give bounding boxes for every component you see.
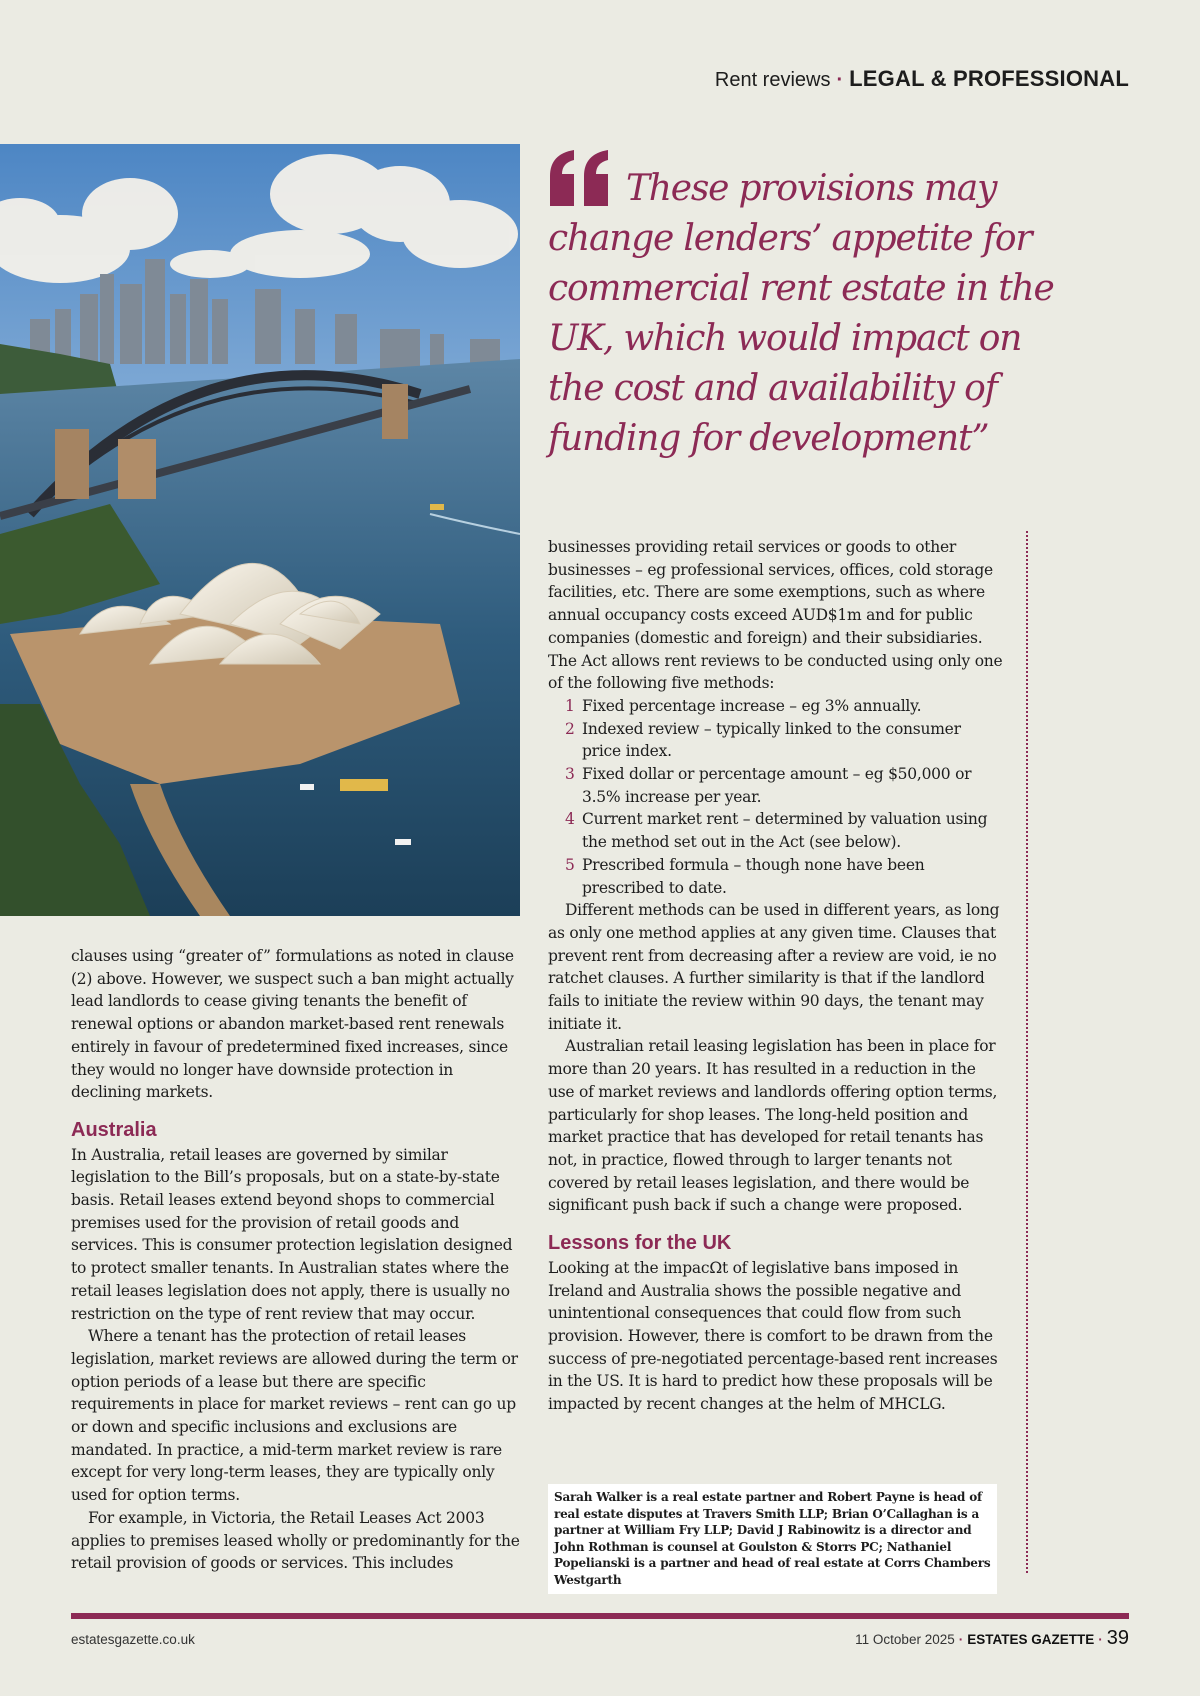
list-item (548, 763, 1003, 808)
column-divider (1026, 531, 1028, 1573)
list-number: 4 (565, 810, 575, 829)
left-column (71, 945, 526, 1575)
list-item-text: Prescribed formula – though none have been prescribed to date. (582, 855, 925, 897)
issue-date: 11 October 2025 (855, 1632, 955, 1647)
header-separator: · (836, 69, 844, 91)
subheading-australia: Australia (71, 1118, 157, 1141)
body-paragraph: Different methods can be used in different years, as long as only one method applies at any given time. Clauses that prevent rent from decreasing after a review are void, ie no ratchet clauses. A further similarity is that if the landlord fails to initiate the review within 90 days, the tenant may initiate it. (548, 901, 1000, 1033)
footer-folio (855, 1627, 1129, 1650)
category-label: LEGAL & PROFESSIONAL (849, 66, 1129, 91)
body-paragraph: clauses using “greater of” formulations as noted in clause (2) above. However, we suspect such a ban might actually lead landlords to cease giving tenants the benefit of renewal options or abandon market-based rent renewals entirely in favour of predetermined fixed increases, since they would no longer have downside protection in declining markets. (71, 947, 514, 1102)
body-paragraph: Looking at the impacΩt of legislative bans imposed in Ireland and Australia shows the possible negative and unintentional consequences that could flow from such provision. However, there is comfort to be drawn from the success of pre-negotiated percentage-based rent increases in the US. It is hard to predict how these proposals will be impacted by recent changes at the helm of MHCLG. (548, 1258, 998, 1414)
list-item (548, 854, 1003, 899)
rent-review-methods-list (548, 695, 1003, 899)
section-label: Rent reviews (714, 69, 831, 91)
footer-separator: · (1098, 1632, 1103, 1647)
list-number: 5 (565, 855, 575, 874)
list-item-text: Fixed dollar or percentage amount – eg $50,000 or 3.5% increase per year. (582, 765, 972, 806)
subheading-lessons-for-the-uk: Lessons for the UK (548, 1232, 732, 1255)
body-paragraph: Australian retail leasing legislation has been in place for more than 20 years. It has resulted in a reduction in the use of market reviews and landlords offering option terms, particularly for shop leases. The long-held position and market practice that has developed for retail tenants has not, in practice, flowed through to larger tenants not covered by retail leases legislation, and there would be significant push back if such a change were proposed. (548, 1037, 998, 1215)
pull-quote (548, 150, 1068, 464)
list-item (548, 808, 1003, 853)
footer-separator: · (958, 1632, 964, 1647)
list-item-text: Fixed percentage increase – eg 3% annually. (582, 696, 922, 715)
running-header (715, 66, 1129, 92)
right-column (548, 536, 1003, 1416)
page-number: 39 (1106, 1627, 1129, 1649)
list-item (548, 718, 1003, 763)
author-bio: Sarah Walker is a real estate partner and Robert Payne is head of real estate disputes at Travers Smith LLP; Brian O’Callaghan is a partner at William Fry LLP; David J Rabinowitz is a director and John Rothman is counsel at Goulston & Storrs PC; Nathaniel Popelianski is a partner and head of real estate at Corrs Chambers Westgarth (548, 1484, 997, 1594)
sydney-harbour-photo (0, 144, 520, 916)
footer-website[interactable]: estatesgazette.co.uk (71, 1632, 195, 1647)
footer-rule (71, 1613, 1129, 1619)
list-item-text: Indexed review – typically linked to the consumer price index. (582, 719, 961, 761)
publication-name: ESTATES GAZETTE (967, 1632, 1095, 1647)
list-number: 1 (565, 696, 575, 715)
body-paragraph: In Australia, retail leases are governed by similar legislation to the Bill’s proposals, but on a state-by-state basis. Retail leases extend beyond shops to commercial premises used for the provision of retail goods and services. This is consumer protection legislation designed to protect smaller tenants. In Australian states where the retail leases legislation does not apply, there is usually no restriction on the type of rent review that may occur. (71, 1145, 513, 1323)
body-paragraph: For example, in Victoria, the Retail Leases Act 2003 applies to premises leased wholly or predominantly for the retail provision of goods or services. This includes (71, 1508, 520, 1573)
list-number: 2 (565, 719, 575, 738)
list-number: 3 (565, 765, 575, 784)
body-paragraph: Where a tenant has the protection of retail leases legislation, market reviews are allowed during the term or option periods of a lease but there are specific requirements in place for market reviews – rent can go up or down and specific inclusions and exclusions are mandated. In practice, a mid-term market review is rare except for very long-term leases, they are typically only used for option terms. (71, 1327, 518, 1505)
list-item-text: Current market rent – determined by valuation using the method set out in the Act (see below). (582, 810, 988, 852)
body-paragraph: businesses providing retail services or goods to other businesses – eg professional services, offices, cold storage facilities, etc. There are some exemptions, such as where annual occupancy costs exceed AUD$1m and for public companies (domestic and foreign) and their subsidiaries. The Act allows rent reviews to be conducted using only one of the following five methods: (548, 538, 1003, 693)
list-item (548, 695, 1003, 718)
pull-quote-text: These provisions may change lenders’ appetite for commercial rent estate in the UK, which would impact on the cost and availability of funding for development” (548, 168, 1054, 459)
quote-mark-icon (548, 150, 612, 206)
